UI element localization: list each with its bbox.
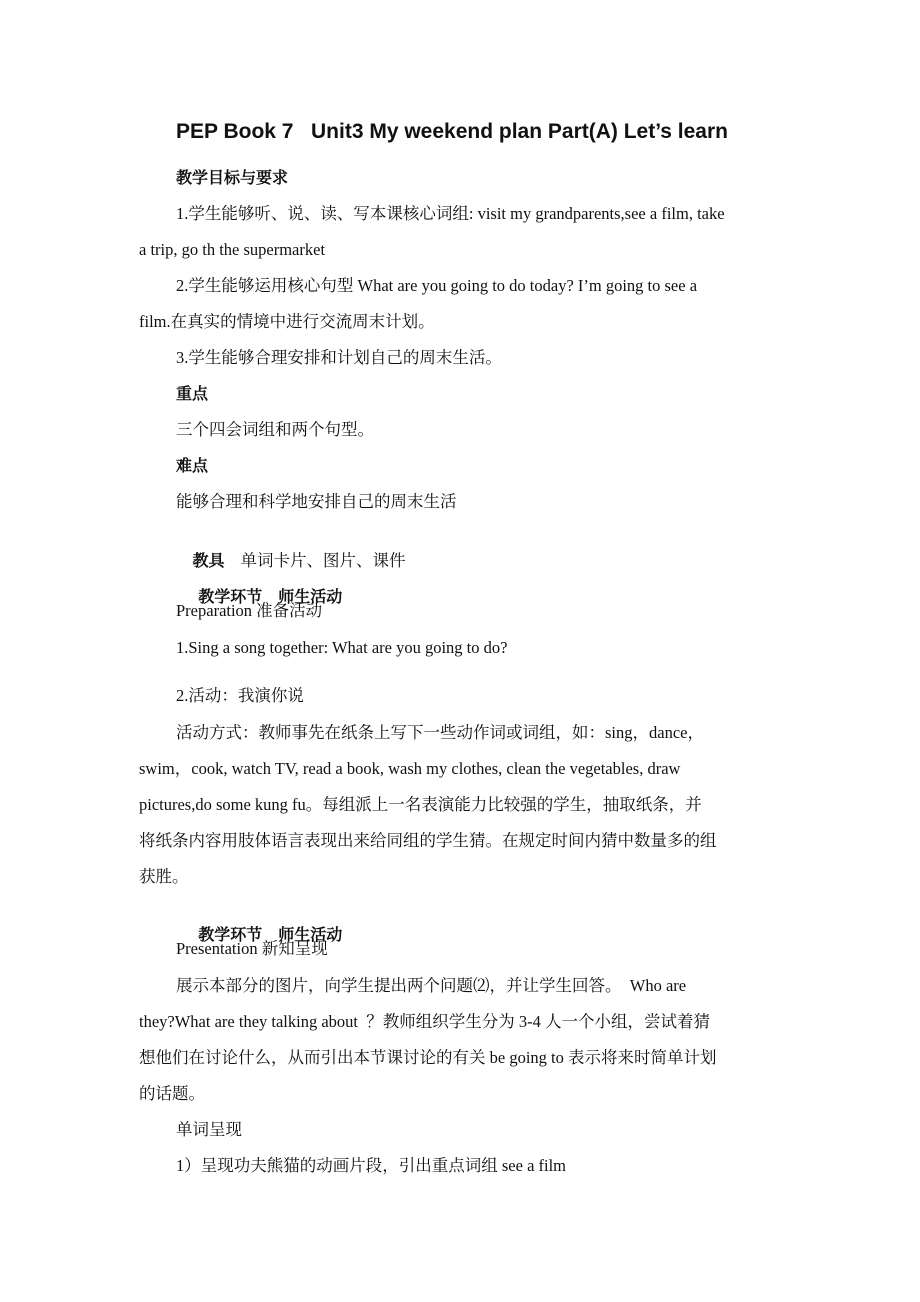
objective-2-line-2: film.在真实的情境中进行交流周末计划。 [139,312,435,331]
difficulty-heading: 难点 [176,456,209,475]
objective-3: 3.学生能够合理安排和计划自己的周末生活。 [176,348,502,367]
objective-1-line-2: a trip, go th the supermarket [139,240,326,259]
activity-line-5: 获胜。 [139,867,189,886]
objective-1-line-1: 1.学生能够听、说、读、写本课核心词组: visit my grandparents,see a film, take [176,204,725,223]
preparation-title: Preparation 准备活动 [176,601,323,620]
prep-step-2: 2.活动：我演你说 [176,686,304,705]
activity-line-2: swim，cook, watch TV, read a book, wash my clothes, clean the vegetables, draw [139,759,681,778]
presentation-line-3: 想他们在讨论什么，从而引出本节课讨论的有关 be going to 表示将来时简单计划 [139,1048,717,1067]
activity-label-2: 师生活动 [278,925,343,944]
objectives-heading: 教学目标与要求 [176,168,289,187]
presentation-line-2: they?What are they talking about ？教师组织学生分为 3-4 人一个小组，尝试着猜 [139,1012,710,1031]
words-title: 单词呈现 [176,1120,242,1139]
activity-line-1: 活动方式：教师事先在纸条上写下一些动作词或词组，如：sing，dance， [176,723,704,742]
activity-line-3: pictures,do some kung fu。每组派上一名表演能力比较强的学生，抽取纸条，并 [139,795,702,814]
activity-line-4: 将纸条内容用肢体语言表现出来给同组的学生猜。在规定时间内猜中数量多的组 [139,831,717,850]
words-step-1: 1）呈现功夫熊猫的动画片段，引出重点词组 see a film [176,1156,567,1175]
prep-step-1: 1.Sing a song together: What are you going to do? [176,638,508,657]
section-label-2: 教学环节 [198,925,263,944]
activity-label: 师生活动 [278,587,343,606]
presentation-line-4: 的话题。 [139,1084,205,1103]
document-title: PEP Book 7 Unit3 My weekend plan Part(A) Let’s learn [176,120,728,143]
tools-label: 教具 [192,551,225,570]
objective-2-line-1: 2.学生能够运用核心句型 What are you going to do today? I’m going to see a [176,276,698,295]
key-points-text: 三个四会词组和两个句型。 [176,420,374,439]
section-label: 教学环节 [198,587,263,606]
difficulty-text: 能够合理和科学地安排自己的周末生活 [176,492,457,511]
presentation-line-1: 展示本部分的图片，向学生提出两个问题⑵，并让学生回答。 Who are [176,976,687,995]
tools-text: 单词卡片、图片、课件 [240,551,406,570]
key-points-heading: 重点 [176,384,209,403]
presentation-title: Presentation 新知呈现 [176,939,328,958]
